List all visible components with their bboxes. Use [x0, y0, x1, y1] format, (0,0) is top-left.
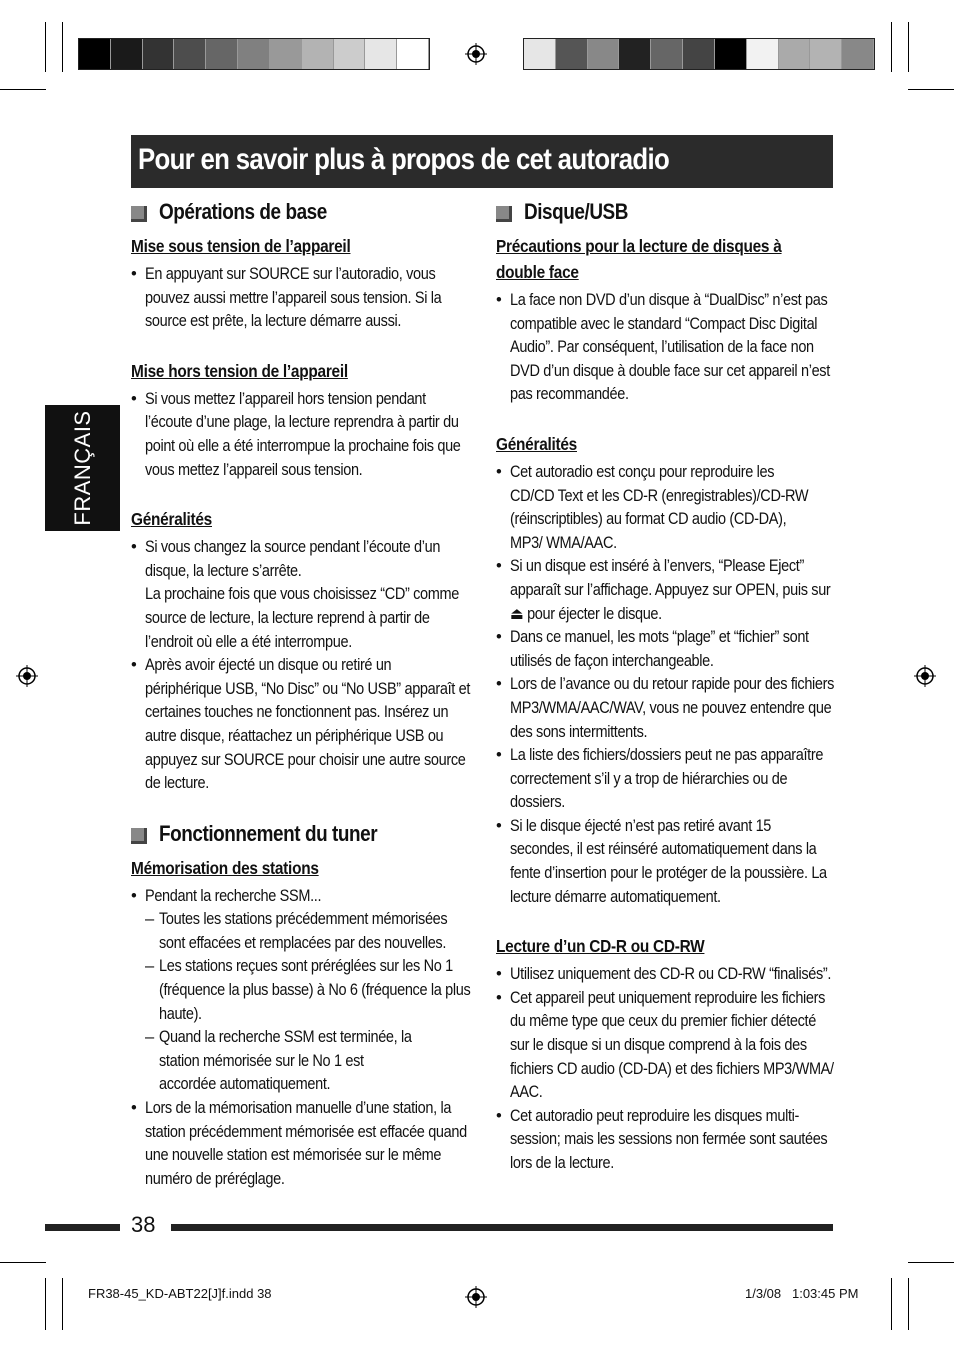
page-title: Pour en savoir plus à propos de cet autoradio: [138, 143, 670, 176]
color-calibration-bar-left: [78, 38, 430, 70]
list-item: • Après avoir éjecté un disque ou retiré un périphérique USB, “No Disc” ou “No USB” apparaît et certaines touches ne fonctionnent pas. Insérez un autre disque, réattachez un périphérique USB ou appuyez sur SOURCE pour choisir une autre source de lecture.: [131, 654, 471, 796]
print-slug-file: FR38-45_KD-ABT22[J]f.indd 38: [88, 1286, 272, 1301]
list-item: • Si vous changez la source pendant l’écoute d’un disque, la lecture s’arrête. La prochaine fois que vous choisissez “CD” comme source de lecture, la lecture reprend à partir de l’endroit où elle a été interrompue.: [131, 536, 471, 654]
subheading-dualdisc: Précautions pour la lecture de disques à double face: [496, 236, 782, 282]
right-column: [496, 199, 836, 1176]
eject-icon: ⏏: [510, 604, 524, 623]
dash-item: – Toutes les stations précédemment mémorisées sont effacées et remplacées par des nouvelles.: [145, 908, 471, 955]
dash-item: – Les stations reçues sont préréglées sur les No 1 (fréquence la plus basse) à No 6 (fréquence la plus haute).: [145, 955, 471, 1026]
page-title-bar: [131, 135, 833, 188]
color-swatch: [365, 39, 397, 69]
crop-mark: [0, 1262, 46, 1263]
crop-mark: [891, 1278, 892, 1330]
footer-rule: [171, 1224, 833, 1231]
color-swatch: [651, 39, 683, 69]
section-square-icon: [131, 206, 147, 222]
subheading-general: Généralités: [496, 433, 577, 454]
color-swatch: [143, 39, 175, 69]
list-item: • Cet autoradio peut reproduire les disques multi-session; mais les sessions non fermée sont sautées lors de la lecture.: [496, 1105, 836, 1176]
crop-mark: [45, 22, 46, 72]
list-item: • Si un disque est inséré à l’envers, “Please Eject” apparaît sur l’affichage. Appuyez sur OPEN, puis sur ⏏ pour éjecter le disque.: [496, 555, 836, 626]
color-swatch: [174, 39, 206, 69]
section-square-icon: [131, 828, 147, 844]
print-slug-date: 1/3/08 1:03:45 PM: [745, 1286, 859, 1301]
crop-mark: [62, 22, 63, 72]
section-heading-operations: Opérations de base: [131, 202, 471, 230]
list-item: • En appuyant sur SOURCE sur l’autoradio, vous pouvez aussi mettre l’appareil sous tension. Si la source est prête, la lecture démarre aussi.: [131, 263, 471, 334]
color-swatch: [302, 39, 334, 69]
color-swatch: [747, 39, 779, 69]
page-number: 38: [131, 1212, 156, 1237]
list-item: • La liste des fichiers/dossiers peut ne pas apparaître correctement s’il y a trop de hiérarchies ou de dossiers.: [496, 744, 836, 815]
list-item: • Lors de la mémorisation manuelle d’une station, la station précédemment mémorisée est effacée quand une nouvelle station est mémorisée sur le même numéro de préréglage.: [131, 1097, 471, 1191]
subheading-station-memory: Mémorisation des stations: [131, 857, 319, 878]
color-swatch: [556, 39, 588, 69]
color-swatch: [270, 39, 302, 69]
color-swatch: [111, 39, 143, 69]
crop-mark: [891, 22, 892, 72]
subheading-power-off: Mise hors tension de l’appareil: [131, 360, 348, 381]
color-swatch: [79, 39, 111, 69]
color-swatch: [619, 39, 651, 69]
crop-mark: [62, 1278, 63, 1330]
left-column: [131, 199, 471, 1191]
color-swatch: [715, 39, 747, 69]
crop-mark: [908, 1262, 954, 1263]
crop-mark: [908, 1278, 909, 1330]
crop-mark: [45, 1278, 46, 1330]
list-item: • Dans ce manuel, les mots “plage” et “fichier” sont utilisés de façon interchangeable.: [496, 626, 836, 673]
subheading-power-on: Mise sous tension de l’appareil: [131, 236, 351, 256]
registration-mark-icon: [16, 665, 38, 687]
list-item: • Si le disque éjecté n’est pas retiré avant 15 secondes, il est réinséré automatiquement dans la fente d’insertion pour le protéger de la poussière. La lecture démarre automatiquement.: [496, 815, 836, 909]
list-item: • Lors de l’avance ou du retour rapide pour des fichiers MP3/WMA/AAC/WAV, vous ne pouvez entendre que des sons intermittents.: [496, 673, 836, 744]
subheading-general: Généralités: [131, 509, 212, 530]
registration-mark-icon: [465, 43, 487, 65]
color-swatch: [397, 39, 429, 69]
crop-mark: [908, 22, 909, 72]
list-item: • Cet autoradio est conçu pour reproduire les CD/CD Text et les CD-R (enregistrables)/CD-RW (réinscriptibles) au format CD audio (CD-DA), MP3/ WMA/AAC.: [496, 461, 836, 555]
color-swatch: [238, 39, 270, 69]
crop-mark: [908, 89, 954, 90]
color-swatch: [779, 39, 811, 69]
list-item: • Cet appareil peut uniquement reproduire les fichiers du même type que ceux du premier fichier détecté sur le disque si un disque comprend à la fois des fichiers CD audio (CD-DA) et des fichiers MP3/WMA/ AAC.: [496, 987, 836, 1105]
color-swatch: [206, 39, 238, 69]
registration-mark-icon: [914, 665, 936, 687]
list-item: • La face non DVD d’un disque à “DualDisc” n’est pas compatible avec le standard “Compact Disc Digital Audio”. Par conséquent, l’utilisation de la face non DVD d’un disque à double face sur cet appareil n’est pas recommandée.: [496, 289, 836, 407]
language-tab-label: FRANÇAIS: [69, 410, 95, 526]
language-tab: [45, 405, 120, 531]
color-swatch: [810, 39, 842, 69]
registration-mark-icon: [465, 1286, 487, 1308]
section-square-icon: [496, 206, 512, 222]
color-swatch: [842, 39, 874, 69]
section-heading-disc-usb: Disque/USB: [496, 202, 836, 230]
dash-item: – Quand la recherche SSM est terminée, la station mémorisée sur le No 1 est accordée automatiquement.: [145, 1026, 471, 1097]
color-swatch: [524, 39, 556, 69]
section-heading-tuner: Fonctionnement du tuner: [131, 824, 471, 852]
list-item: • Pendant la recherche SSM... – Toutes les stations précédemment mémorisées sont effacées et remplacées par des nouvelles. – Les stations reçues sont préréglées sur les No 1 (fréquence la plus basse) à No 6 (fréquence la plus haute). – Quand la recherche SSM est terminée, la station mémorisée sur le No 1 est accordée automatiquement.: [131, 885, 471, 1097]
footer-rule: [45, 1224, 120, 1231]
color-calibration-bar-right: [523, 38, 875, 70]
list-item: • Utilisez uniquement des CD-R ou CD-RW “finalisés”.: [496, 963, 836, 987]
color-swatch: [334, 39, 366, 69]
subheading-cdr-cdrw: Lecture d’un CD-R ou CD-RW: [496, 936, 705, 957]
color-swatch: [683, 39, 715, 69]
color-swatch: [588, 39, 620, 69]
list-item: • Si vous mettez l’appareil hors tension pendant l’écoute d’une plage, la lecture reprendra à partir du point où elle a été interrompue la prochaine fois que vous mettez l’appareil sous tension.: [131, 388, 471, 482]
crop-mark: [0, 89, 46, 90]
